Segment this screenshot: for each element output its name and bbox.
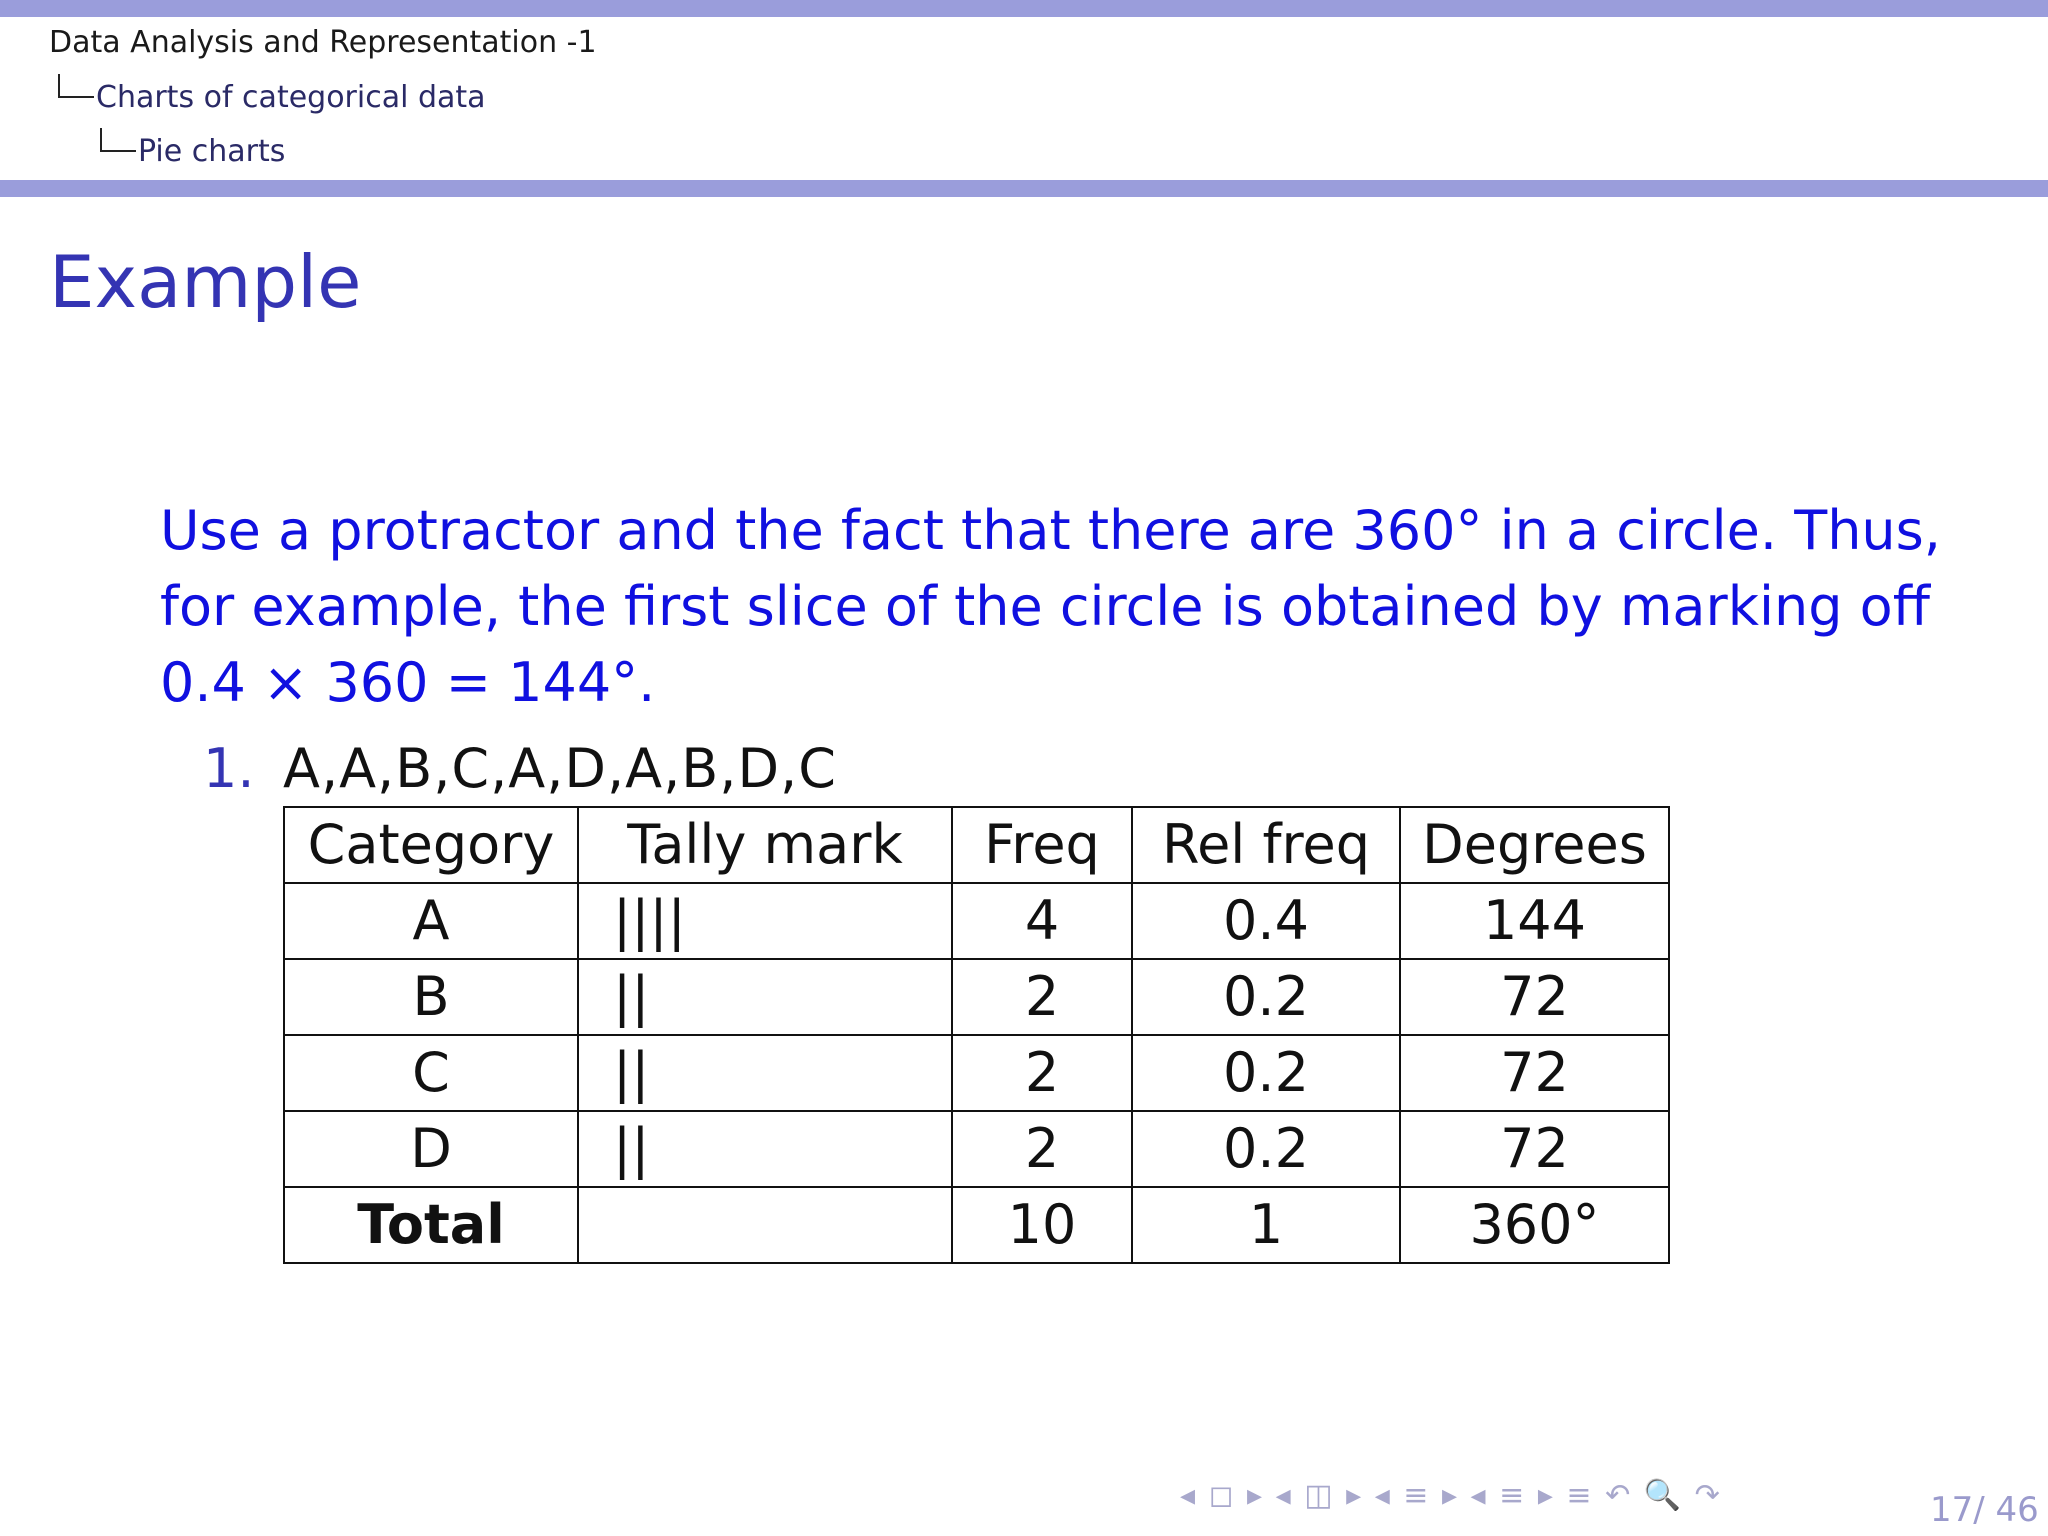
frequency-table (283, 806, 1670, 1264)
table-cell: 10 (952, 1187, 1132, 1263)
table-cell: |||| (578, 883, 952, 959)
table-row (284, 959, 1669, 1035)
beamer-navigation-icons[interactable]: ◂ ◻ ▸ ◂ ◫ ▸ ◂ ≡ ▸ ◂ ≡ ▸ ≡ ↶ 🔍 ↷ (1180, 1478, 1722, 1513)
table-cell: || (578, 1035, 952, 1111)
table-cell: 144 (1400, 883, 1669, 959)
table-cell: D (284, 1111, 578, 1187)
frame-title: Example (49, 240, 362, 324)
explanation-paragraph (160, 493, 1941, 721)
table-cell: 2 (952, 1035, 1132, 1111)
table-cell: 72 (1400, 959, 1669, 1035)
column-header: Category (284, 807, 578, 883)
table-row (284, 1111, 1669, 1187)
breadcrumb-level-1[interactable]: Data Analysis and Representation -1 (49, 25, 597, 60)
table-cell: 4 (952, 883, 1132, 959)
breadcrumb-level-2[interactable]: Charts of categorical data (96, 80, 486, 115)
table-cell: 2 (952, 959, 1132, 1035)
header-bottom-bar (0, 180, 2048, 197)
table-header-row (284, 807, 1669, 883)
table-cell: 0.2 (1132, 959, 1400, 1035)
table-row (284, 1035, 1669, 1111)
table-cell: 72 (1400, 1035, 1669, 1111)
tree-elbow-icon (58, 74, 94, 98)
column-header: Tally mark (578, 807, 952, 883)
table-cell: Total (284, 1187, 578, 1263)
table-cell: C (284, 1035, 578, 1111)
table-cell: 0.4 (1132, 883, 1400, 959)
paragraph-line: for example, the first slice of the circle is obtained by marking off (160, 575, 1930, 638)
column-header: Freq (952, 807, 1132, 883)
breadcrumb-level-3[interactable]: Pie charts (138, 134, 286, 169)
column-header: Degrees (1400, 807, 1669, 883)
paragraph-line: Use a protractor and the fact that there are 360° in a circle. Thus, (160, 499, 1941, 562)
list-item-number: 1. (203, 737, 255, 800)
table-cell: B (284, 959, 578, 1035)
table-row (284, 883, 1669, 959)
table-cell: 0.2 (1132, 1035, 1400, 1111)
table-cell: 72 (1400, 1111, 1669, 1187)
paragraph-line: 0.4 × 360 = 144°. (160, 651, 656, 714)
page-number: 17/ 46 (1930, 1490, 2039, 1530)
table-cell (578, 1187, 952, 1263)
table-total-row (284, 1187, 1669, 1263)
table-cell: 0.2 (1132, 1111, 1400, 1187)
tree-elbow-icon (100, 128, 136, 152)
table-cell: || (578, 1111, 952, 1187)
table-cell: 1 (1132, 1187, 1400, 1263)
table-cell: A (284, 883, 578, 959)
header-top-bar (0, 0, 2048, 17)
table-cell: 360° (1400, 1187, 1669, 1263)
table-cell: 2 (952, 1111, 1132, 1187)
list-item-text: A,A,B,C,A,D,A,B,D,C (283, 737, 837, 800)
column-header: Rel freq (1132, 807, 1400, 883)
table-cell: || (578, 959, 952, 1035)
